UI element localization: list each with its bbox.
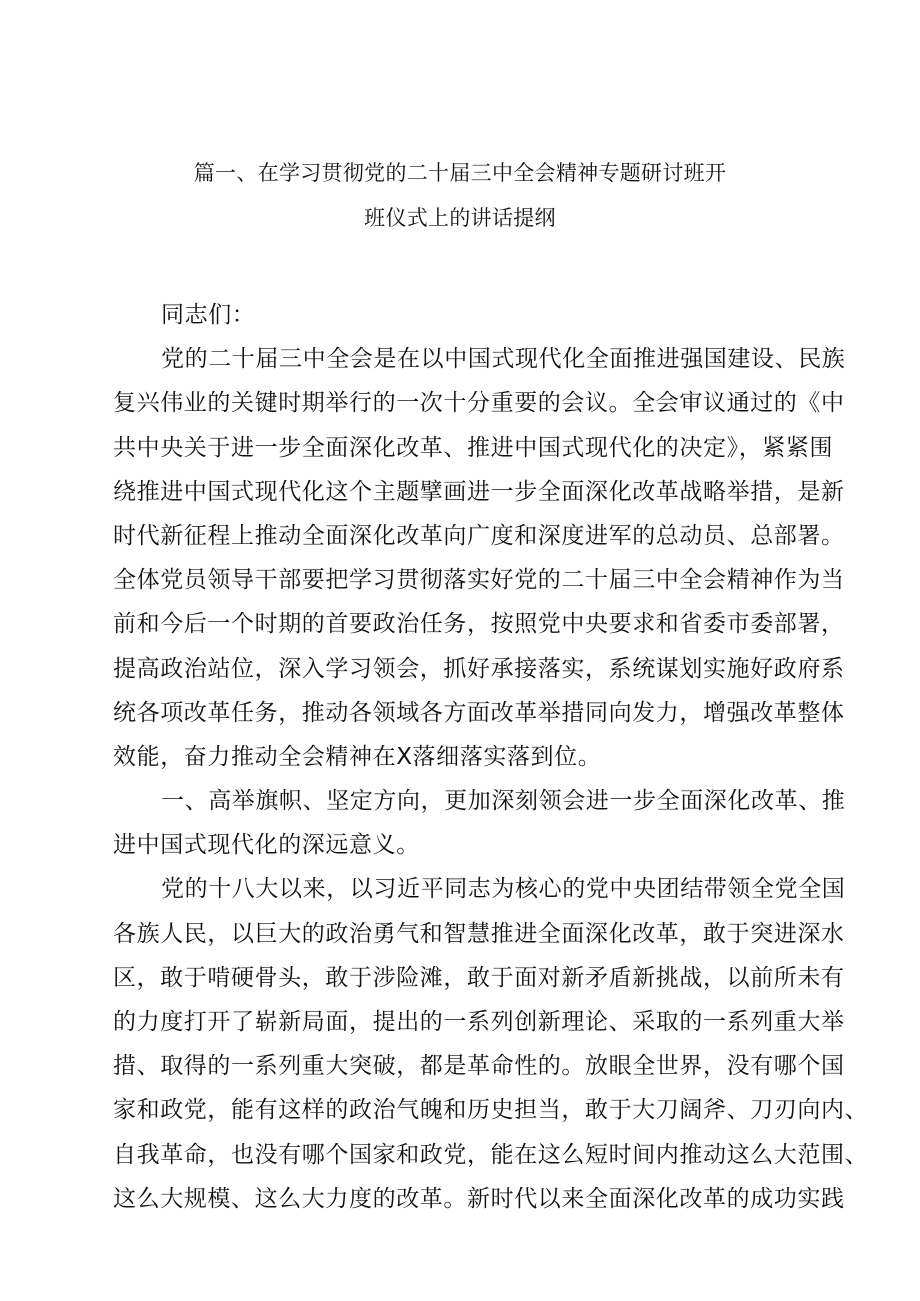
paragraph-line: 党的二十届三中全会是在以中国式现代化全面推进强国建设、民族 bbox=[161, 346, 846, 373]
section-heading-1 bbox=[113, 779, 846, 867]
paragraph-line: 这么大规模、这么大力度的改革。新时代以来全面深化改革的成功实践 bbox=[113, 1185, 845, 1212]
paragraph-line: 绕推进中国式现代化这个主题擘画进一步全面深化改革战略举措，是新 bbox=[113, 478, 845, 505]
paragraph-line: 各族人民，以巨大的政治勇气和智慧推进全面深化改革，敢于突进深水 bbox=[113, 920, 845, 947]
paragraph-line: 提高政治站位，深入学习领会，抓好承接落实，系统谋划实施好政府系 bbox=[113, 655, 845, 682]
paragraph-line: 共中央关于进一步全面深化改革、推进中国式现代化的决定》，紧紧围 bbox=[113, 434, 834, 461]
paragraph-line: 的力度打开了崭新局面，提出的一系列创新理论、采取的一系列重大举 bbox=[113, 1009, 845, 1035]
heading-line: 进中国式现代化的深远意义。 bbox=[113, 832, 420, 859]
paragraph-line: 前和今后一个时期的首要政治任务，按照党中央要求和省委市委部署， bbox=[113, 611, 845, 638]
paragraph-line: 时代新征程上推动全面深化改革向广度和深度进军的总动员、总部署。 bbox=[113, 522, 845, 549]
document-title bbox=[120, 151, 800, 241]
paragraph-line: 措、取得的一系列重大突破，都是革命性的。放眼全世界，没有哪个国 bbox=[113, 1053, 845, 1080]
paragraph-line: 自我革命，也没有哪个国家和政党，能在这么短时间内推动这么大范围、 bbox=[113, 1141, 869, 1168]
paragraph-line: 家和政党，能有这样的政治气魄和历史担当，敢于大刀阔斧、刀刃向内、 bbox=[113, 1097, 869, 1124]
paragraph-line: 效能，奋力推动全会精神在X落细落实落到位。 bbox=[113, 743, 602, 770]
paragraph-1 bbox=[113, 337, 846, 779]
title-line-2: 班仪式上的讲话提纲 bbox=[364, 206, 556, 230]
title-line-1: 篇一、在学习贯彻党的二十届三中全会精神专题研讨班开 bbox=[193, 161, 727, 185]
paragraph-line: 全体党员领导干部要把学习贯彻落实好党的二十届三中全会精神作为当 bbox=[113, 567, 845, 594]
paragraph-line: 党的十八大以来，以习近平同志为核心的党中央团结带领全党全国 bbox=[161, 876, 846, 903]
document-body bbox=[113, 293, 869, 1221]
paragraph-2 bbox=[113, 867, 869, 1221]
salutation: 同志们： bbox=[161, 302, 256, 328]
paragraph-line: 统各项改革任务，推动各领域各方面改革举措同向发力，增强改革整体 bbox=[113, 699, 845, 726]
heading-line: 一、高举旗帜、坚定方向，更加深刻领会进一步全面深化改革、推 bbox=[161, 788, 846, 815]
paragraph-line: 区，敢于啃硬骨头，敢于涉险滩，敢于面对新矛盾新挑战，以前所未有 bbox=[113, 964, 845, 991]
paragraph-line: 复兴伟业的关键时期举行的一次十分重要的会议。全会审议通过的《中 bbox=[113, 390, 845, 417]
